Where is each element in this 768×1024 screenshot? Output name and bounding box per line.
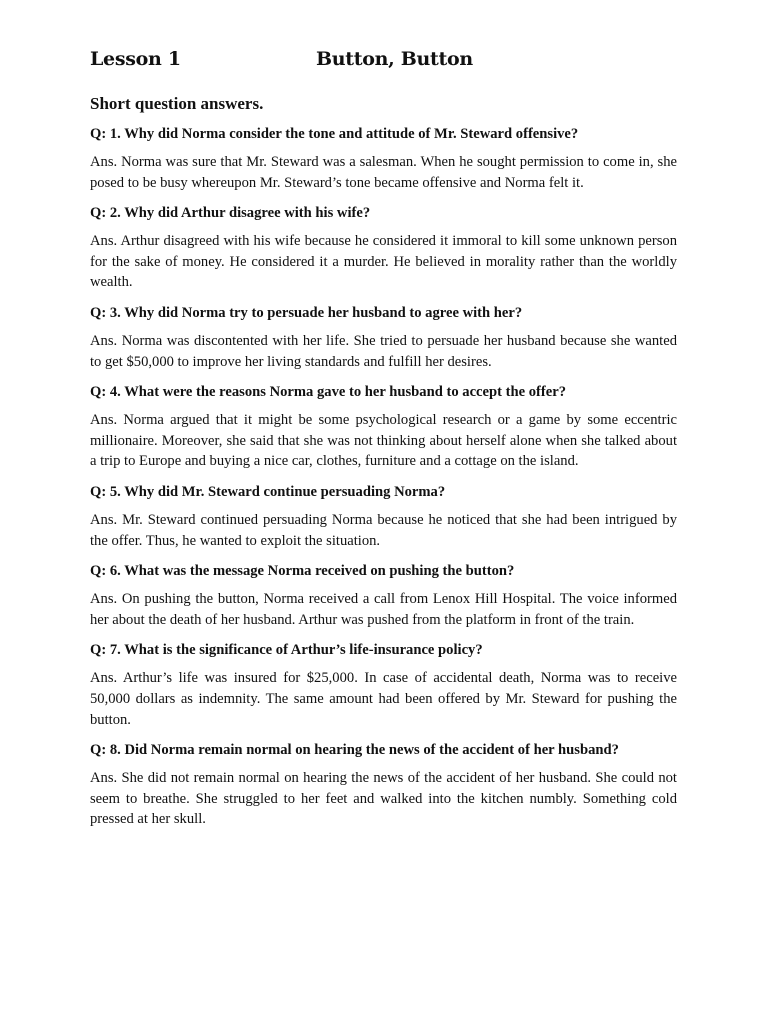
answer-4: Ans. Norma argued that it might be some psychological research or a game by some eccentric millionaire. Moreover, she said that she was not thinking about herself alone when she talked about a trip to Europe and buying a nice car, clothes, furniture and a cottage on the island. (90, 412, 677, 470)
qa-item-7 (90, 640, 677, 730)
answer-5: Ans. Mr. Steward continued persuading Norma because he noticed that she had been intrigued by the offer. Thus, he wanted to exploit the situation. (90, 511, 677, 549)
answer-7: Ans. Arthur’s life was insured for $25,000. In case of accidental death, Norma was to receive 50,000 dollars as indemnity. The same amount had been offered by Mr. Steward for pushing the button. (90, 670, 677, 728)
answer-3: Ans. Norma was discontented with her life. She tried to persuade her husband because she wanted to get $50,000 to improve her living standards and fulfill her desires. (90, 332, 677, 370)
question-3: Q: 3. Why did Norma try to persuade her husband to agree with her? (90, 304, 523, 321)
qa-item-5 (90, 482, 677, 551)
qa-item-1 (90, 124, 677, 193)
question-2: Q: 2. Why did Arthur disagree with his wife? (90, 205, 371, 222)
answer-6: Ans. On pushing the button, Norma received a call from Lenox Hill Hospital. The voice informed her about the death of her husband. Arthur was pushed from the platform in front of the train. (90, 591, 677, 628)
qa-item-6 (90, 561, 677, 630)
qa-item-4 (90, 382, 677, 472)
qa-item-8 (90, 740, 677, 830)
qa-item-3 (90, 303, 677, 372)
question-8: Q: 8. Did Norma remain normal on hearing the news of the accident of her husband? (90, 742, 619, 759)
answer-1: Ans. Norma was sure that Mr. Steward was a salesman. When he sought permission to come in, she posed to be busy whereupon Mr. Steward’s tone became offensive and Norma felt it. (90, 154, 677, 191)
answer-8: Ans. She did not remain normal on hearing the news of the accident of her husband. She could not seem to breathe. She struggled to her feet and walked into the kitchen numbly. Something cold pressed at her skull. (90, 770, 677, 828)
section-title: Short question answers. (90, 94, 264, 113)
question-1: Q: 1. Why did Norma consider the tone and attitude of Mr. Steward offensive? (90, 126, 579, 142)
document-page (90, 46, 677, 830)
question-5: Q: 5. Why did Mr. Steward continue persuading Norma? (90, 483, 446, 500)
question-6: Q: 6. What was the message Norma received on pushing the button? (90, 563, 515, 580)
question-4: Q: 4. What were the reasons Norma gave to her husband to accept the offer? (90, 384, 566, 401)
answer-2: Ans. Arthur disagreed with his wife because he considered it immoral to kill some unknown person for the sake of money. He considered it a murder. He believed in morality rather than the worldly wealth. (90, 233, 677, 291)
lesson-title: Button, Button (316, 48, 473, 70)
lesson-header (90, 46, 677, 76)
question-7: Q: 7. What is the significance of Arthur’s life-insurance policy? (90, 642, 483, 659)
qa-item-2 (90, 203, 677, 293)
lesson-number: Lesson 1 (90, 48, 181, 70)
